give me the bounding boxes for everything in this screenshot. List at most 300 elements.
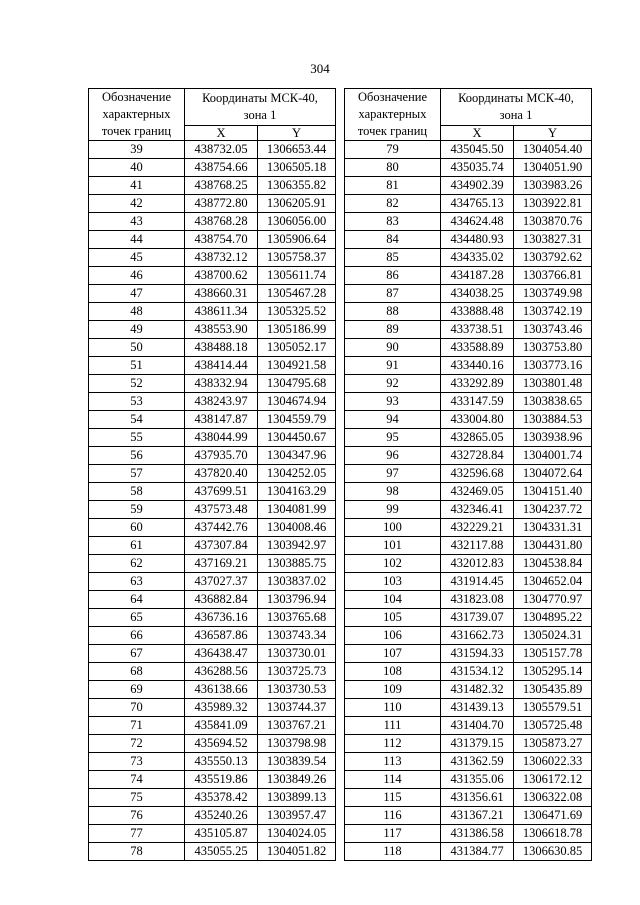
point-number-cell: 61 <box>89 537 185 555</box>
x-coordinate-cell: 431594.33 <box>441 645 514 663</box>
table-row <box>345 141 592 159</box>
point-number-cell: 59 <box>89 501 185 519</box>
x-coordinate-cell: 432229.21 <box>441 519 514 537</box>
x-coordinate-cell: 431534.12 <box>441 663 514 681</box>
y-coordinate-cell: 1306355.82 <box>258 177 336 195</box>
table-row <box>89 195 336 213</box>
x-coordinate-cell: 435378.42 <box>185 789 258 807</box>
table-row <box>89 447 336 465</box>
x-coordinate-cell: 434038.25 <box>441 285 514 303</box>
point-number-cell: 71 <box>89 717 185 735</box>
table-row <box>345 771 592 789</box>
x-coordinate-cell: 438414.44 <box>185 357 258 375</box>
point-number-cell: 42 <box>89 195 185 213</box>
table-row <box>89 825 336 843</box>
designation-header-line: характерных <box>358 107 427 121</box>
y-coordinate-cell: 1305758.37 <box>258 249 336 267</box>
point-number-cell: 51 <box>89 357 185 375</box>
x-coordinate-cell: 437573.48 <box>185 501 258 519</box>
y-coordinate-cell: 1305157.78 <box>514 645 592 663</box>
x-coordinate-cell: 436438.47 <box>185 645 258 663</box>
y-coordinate-cell: 1303767.21 <box>258 717 336 735</box>
x-coordinate-cell: 438243.97 <box>185 393 258 411</box>
table-row <box>89 177 336 195</box>
table-row <box>89 285 336 303</box>
point-number-cell: 73 <box>89 753 185 771</box>
x-coordinate-cell: 431367.21 <box>441 807 514 825</box>
y-coordinate-cell: 1304652.04 <box>514 573 592 591</box>
y-coordinate-cell: 1305579.51 <box>514 699 592 717</box>
table-row <box>89 771 336 789</box>
point-number-cell: 77 <box>89 825 185 843</box>
point-number-cell: 45 <box>89 249 185 267</box>
point-number-cell: 84 <box>345 231 441 249</box>
point-number-cell: 64 <box>89 591 185 609</box>
table-row <box>345 393 592 411</box>
point-number-cell: 53 <box>89 393 185 411</box>
x-coordinate-cell: 431739.07 <box>441 609 514 627</box>
y-coordinate-cell: 1303957.47 <box>258 807 336 825</box>
x-coordinate-cell: 431404.70 <box>441 717 514 735</box>
x-coordinate-cell: 438754.70 <box>185 231 258 249</box>
x-coordinate-cell: 435519.86 <box>185 771 258 789</box>
x-coordinate-cell: 432012.83 <box>441 555 514 573</box>
y-coordinate-cell: 1303922.81 <box>514 195 592 213</box>
x-coordinate-cell: 437935.70 <box>185 447 258 465</box>
point-number-cell: 95 <box>345 429 441 447</box>
table-row <box>345 159 592 177</box>
table-row <box>89 231 336 249</box>
x-column-header: X <box>185 126 258 141</box>
table-row <box>345 375 592 393</box>
y-coordinate-cell: 1303983.26 <box>514 177 592 195</box>
table-row <box>345 825 592 843</box>
table-body-right <box>345 141 592 861</box>
y-coordinate-cell: 1305611.74 <box>258 267 336 285</box>
table-row <box>89 159 336 177</box>
y-coordinate-cell: 1303743.46 <box>514 321 592 339</box>
table-row <box>89 519 336 537</box>
y-coordinate-cell: 1304054.40 <box>514 141 592 159</box>
point-number-cell: 43 <box>89 213 185 231</box>
y-coordinate-cell: 1303765.68 <box>258 609 336 627</box>
x-coordinate-cell: 435550.13 <box>185 753 258 771</box>
table-row <box>89 339 336 357</box>
point-number-cell: 70 <box>89 699 185 717</box>
x-coordinate-cell: 434480.93 <box>441 231 514 249</box>
designation-header <box>89 89 185 141</box>
x-coordinate-cell: 438660.31 <box>185 285 258 303</box>
table-row <box>345 753 592 771</box>
point-number-cell: 113 <box>345 753 441 771</box>
y-coordinate-cell: 1304051.82 <box>258 843 336 861</box>
y-coordinate-cell: 1305024.31 <box>514 627 592 645</box>
x-coordinate-cell: 432865.05 <box>441 429 514 447</box>
table-row <box>345 699 592 717</box>
point-number-cell: 117 <box>345 825 441 843</box>
x-coordinate-cell: 436736.16 <box>185 609 258 627</box>
y-coordinate-cell: 1305435.89 <box>514 681 592 699</box>
table-row <box>345 267 592 285</box>
x-coordinate-cell: 431662.73 <box>441 627 514 645</box>
point-number-cell: 102 <box>345 555 441 573</box>
x-coordinate-cell: 438700.62 <box>185 267 258 285</box>
x-coordinate-cell: 438732.12 <box>185 249 258 267</box>
point-number-cell: 107 <box>345 645 441 663</box>
x-coordinate-cell: 433440.16 <box>441 357 514 375</box>
point-number-cell: 63 <box>89 573 185 591</box>
point-number-cell: 88 <box>345 303 441 321</box>
point-number-cell: 56 <box>89 447 185 465</box>
table-row <box>89 267 336 285</box>
table-row <box>345 411 592 429</box>
x-coordinate-cell: 438553.90 <box>185 321 258 339</box>
x-coordinate-cell: 431386.58 <box>441 825 514 843</box>
table-row <box>345 717 592 735</box>
table-row <box>89 717 336 735</box>
y-coordinate-cell: 1304559.79 <box>258 411 336 429</box>
point-number-cell: 46 <box>89 267 185 285</box>
point-number-cell: 68 <box>89 663 185 681</box>
x-coordinate-cell: 438488.18 <box>185 339 258 357</box>
y-coordinate-cell: 1303749.98 <box>514 285 592 303</box>
point-number-cell: 67 <box>89 645 185 663</box>
table-row <box>89 753 336 771</box>
y-coordinate-cell: 1305873.27 <box>514 735 592 753</box>
table-row <box>345 645 592 663</box>
x-coordinate-cell: 436138.66 <box>185 681 258 699</box>
point-number-cell: 110 <box>345 699 441 717</box>
x-coordinate-cell: 438611.34 <box>185 303 258 321</box>
y-coordinate-cell: 1305295.14 <box>514 663 592 681</box>
table-row <box>345 609 592 627</box>
y-coordinate-cell: 1304252.05 <box>258 465 336 483</box>
y-coordinate-cell: 1303744.37 <box>258 699 336 717</box>
point-number-cell: 94 <box>345 411 441 429</box>
point-number-cell: 79 <box>345 141 441 159</box>
table-row <box>345 195 592 213</box>
x-coordinate-cell: 432469.05 <box>441 483 514 501</box>
table-row <box>89 681 336 699</box>
table-row <box>89 789 336 807</box>
table-row <box>89 393 336 411</box>
point-number-cell: 92 <box>345 375 441 393</box>
x-coordinate-cell: 438044.99 <box>185 429 258 447</box>
y-coordinate-cell: 1306471.69 <box>514 807 592 825</box>
table-row <box>89 645 336 663</box>
x-coordinate-cell: 431362.59 <box>441 753 514 771</box>
y-coordinate-cell: 1303798.98 <box>258 735 336 753</box>
y-coordinate-cell: 1305467.28 <box>258 285 336 303</box>
point-number-cell: 80 <box>345 159 441 177</box>
y-coordinate-cell: 1304001.74 <box>514 447 592 465</box>
table-row <box>89 411 336 429</box>
table-row <box>89 357 336 375</box>
designation-header-line: точек границ <box>101 124 172 138</box>
x-coordinate-cell: 437307.84 <box>185 537 258 555</box>
table-row <box>345 177 592 195</box>
point-number-cell: 85 <box>345 249 441 267</box>
x-coordinate-cell: 437820.40 <box>185 465 258 483</box>
x-coordinate-cell: 434187.28 <box>441 267 514 285</box>
x-coordinate-cell: 436882.84 <box>185 591 258 609</box>
table-row <box>345 591 592 609</box>
point-number-cell: 66 <box>89 627 185 645</box>
table-row <box>345 285 592 303</box>
point-number-cell: 74 <box>89 771 185 789</box>
y-coordinate-cell: 1303730.53 <box>258 681 336 699</box>
x-coordinate-cell: 432596.68 <box>441 465 514 483</box>
table-row <box>345 447 592 465</box>
table-row <box>89 573 336 591</box>
point-number-cell: 49 <box>89 321 185 339</box>
table-row <box>345 843 592 861</box>
y-coordinate-cell: 1306172.12 <box>514 771 592 789</box>
y-coordinate-cell: 1306505.18 <box>258 159 336 177</box>
y-coordinate-cell: 1303870.76 <box>514 213 592 231</box>
point-number-cell: 104 <box>345 591 441 609</box>
y-coordinate-cell: 1304008.46 <box>258 519 336 537</box>
table-row <box>89 537 336 555</box>
point-number-cell: 98 <box>345 483 441 501</box>
point-number-cell: 65 <box>89 609 185 627</box>
point-number-cell: 52 <box>89 375 185 393</box>
point-number-cell: 81 <box>345 177 441 195</box>
x-coordinate-cell: 431384.77 <box>441 843 514 861</box>
point-number-cell: 109 <box>345 681 441 699</box>
point-number-cell: 101 <box>345 537 441 555</box>
x-coordinate-cell: 431914.45 <box>441 573 514 591</box>
y-coordinate-cell: 1306618.78 <box>514 825 592 843</box>
y-coordinate-cell: 1303885.75 <box>258 555 336 573</box>
table-row <box>89 501 336 519</box>
point-number-cell: 58 <box>89 483 185 501</box>
x-coordinate-cell: 433004.80 <box>441 411 514 429</box>
table-row <box>345 231 592 249</box>
table-row <box>89 375 336 393</box>
table-row <box>345 483 592 501</box>
x-coordinate-cell: 431355.06 <box>441 771 514 789</box>
point-number-cell: 100 <box>345 519 441 537</box>
table-row <box>345 465 592 483</box>
y-coordinate-cell: 1304072.64 <box>514 465 592 483</box>
x-coordinate-cell: 433888.48 <box>441 303 514 321</box>
x-coordinate-cell: 437027.37 <box>185 573 258 591</box>
y-coordinate-cell: 1303801.48 <box>514 375 592 393</box>
y-coordinate-cell: 1304450.67 <box>258 429 336 447</box>
y-coordinate-cell: 1305186.99 <box>258 321 336 339</box>
table-row <box>89 555 336 573</box>
y-coordinate-cell: 1303942.97 <box>258 537 336 555</box>
y-column-header: Y <box>514 126 592 141</box>
point-number-cell: 57 <box>89 465 185 483</box>
point-number-cell: 86 <box>345 267 441 285</box>
point-number-cell: 54 <box>89 411 185 429</box>
x-coordinate-cell: 436587.86 <box>185 627 258 645</box>
y-coordinate-cell: 1303773.16 <box>514 357 592 375</box>
point-number-cell: 93 <box>345 393 441 411</box>
point-number-cell: 106 <box>345 627 441 645</box>
y-coordinate-cell: 1303849.26 <box>258 771 336 789</box>
table-row <box>89 429 336 447</box>
point-number-cell: 72 <box>89 735 185 753</box>
point-number-cell: 105 <box>345 609 441 627</box>
y-coordinate-cell: 1303796.94 <box>258 591 336 609</box>
x-coordinate-cell: 438147.87 <box>185 411 258 429</box>
table-row <box>345 573 592 591</box>
y-coordinate-cell: 1304431.80 <box>514 537 592 555</box>
table-row <box>345 807 592 825</box>
table-row <box>89 699 336 717</box>
table-row <box>89 213 336 231</box>
coordinates-header-line: зона 1 <box>243 108 277 122</box>
x-coordinate-cell: 434624.48 <box>441 213 514 231</box>
table-row <box>345 501 592 519</box>
y-coordinate-cell: 1304795.68 <box>258 375 336 393</box>
table-row <box>345 303 592 321</box>
x-coordinate-cell: 435841.09 <box>185 717 258 735</box>
y-coordinate-cell: 1303742.19 <box>514 303 592 321</box>
x-coordinate-cell: 433738.51 <box>441 321 514 339</box>
point-number-cell: 76 <box>89 807 185 825</box>
x-coordinate-cell: 435694.52 <box>185 735 258 753</box>
y-coordinate-cell: 1303827.31 <box>514 231 592 249</box>
table-row <box>345 429 592 447</box>
point-number-cell: 97 <box>345 465 441 483</box>
y-coordinate-cell: 1303884.53 <box>514 411 592 429</box>
y-coordinate-cell: 1305052.17 <box>258 339 336 357</box>
point-number-cell: 90 <box>345 339 441 357</box>
page-number: 304 <box>310 61 330 76</box>
point-number-cell: 39 <box>89 141 185 159</box>
x-coordinate-cell: 435045.50 <box>441 141 514 159</box>
table-row <box>89 483 336 501</box>
point-number-cell: 115 <box>345 789 441 807</box>
table-row <box>89 303 336 321</box>
table-body-left <box>89 141 336 861</box>
designation-header-line: точек границ <box>357 124 428 138</box>
point-number-cell: 55 <box>89 429 185 447</box>
y-coordinate-cell: 1304895.22 <box>514 609 592 627</box>
x-coordinate-cell: 431482.32 <box>441 681 514 699</box>
x-coordinate-cell: 431439.13 <box>441 699 514 717</box>
point-number-cell: 89 <box>345 321 441 339</box>
x-coordinate-cell: 438768.25 <box>185 177 258 195</box>
point-number-cell: 83 <box>345 213 441 231</box>
y-coordinate-cell: 1305906.64 <box>258 231 336 249</box>
table-row <box>345 663 592 681</box>
coordinates-header <box>441 89 592 126</box>
point-number-cell: 103 <box>345 573 441 591</box>
coordinates-header-line: Координаты МСК-40, <box>202 91 318 105</box>
table-row <box>345 537 592 555</box>
y-coordinate-cell: 1303938.96 <box>514 429 592 447</box>
y-coordinate-cell: 1305325.52 <box>258 303 336 321</box>
table-row <box>345 555 592 573</box>
y-coordinate-cell: 1303837.02 <box>258 573 336 591</box>
x-coordinate-cell: 434902.39 <box>441 177 514 195</box>
y-coordinate-cell: 1303839.54 <box>258 753 336 771</box>
x-coordinate-cell: 433292.89 <box>441 375 514 393</box>
coordinates-header <box>185 89 336 126</box>
y-coordinate-cell: 1304331.31 <box>514 519 592 537</box>
x-coordinate-cell: 433147.59 <box>441 393 514 411</box>
point-number-cell: 41 <box>89 177 185 195</box>
x-coordinate-cell: 438732.05 <box>185 141 258 159</box>
y-coordinate-cell: 1304237.72 <box>514 501 592 519</box>
table-row <box>89 591 336 609</box>
y-coordinate-cell: 1303792.62 <box>514 249 592 267</box>
table-row <box>89 465 336 483</box>
table-row <box>345 735 592 753</box>
table-row <box>89 735 336 753</box>
table-row <box>345 789 592 807</box>
y-coordinate-cell: 1303838.65 <box>514 393 592 411</box>
point-number-cell: 87 <box>345 285 441 303</box>
x-coordinate-cell: 435035.74 <box>441 159 514 177</box>
table-row <box>89 609 336 627</box>
designation-header-line: Обозначение <box>357 90 428 104</box>
point-number-cell: 78 <box>89 843 185 861</box>
x-coordinate-cell: 438754.66 <box>185 159 258 177</box>
y-coordinate-cell: 1306630.85 <box>514 843 592 861</box>
table-row <box>89 249 336 267</box>
table-row <box>345 249 592 267</box>
point-number-cell: 112 <box>345 735 441 753</box>
point-number-cell: 82 <box>345 195 441 213</box>
x-coordinate-cell: 436288.56 <box>185 663 258 681</box>
table-row <box>345 627 592 645</box>
y-coordinate-cell: 1306056.00 <box>258 213 336 231</box>
y-coordinate-cell: 1306653.44 <box>258 141 336 159</box>
point-number-cell: 91 <box>345 357 441 375</box>
x-coordinate-cell: 434765.13 <box>441 195 514 213</box>
y-coordinate-cell: 1304081.99 <box>258 501 336 519</box>
y-coordinate-cell: 1304347.96 <box>258 447 336 465</box>
table-row <box>89 807 336 825</box>
coordinates-table-right <box>344 88 592 861</box>
y-coordinate-cell: 1304921.58 <box>258 357 336 375</box>
table-row <box>89 321 336 339</box>
designation-header <box>345 89 441 141</box>
table-row <box>345 357 592 375</box>
x-column-header: X <box>441 126 514 141</box>
y-coordinate-cell: 1303725.73 <box>258 663 336 681</box>
y-coordinate-cell: 1306322.08 <box>514 789 592 807</box>
y-coordinate-cell: 1304151.40 <box>514 483 592 501</box>
y-coordinate-cell: 1304163.29 <box>258 483 336 501</box>
x-coordinate-cell: 437699.51 <box>185 483 258 501</box>
point-number-cell: 40 <box>89 159 185 177</box>
table-row <box>89 663 336 681</box>
point-number-cell: 47 <box>89 285 185 303</box>
x-coordinate-cell: 435055.25 <box>185 843 258 861</box>
x-coordinate-cell: 435240.26 <box>185 807 258 825</box>
point-number-cell: 48 <box>89 303 185 321</box>
point-number-cell: 69 <box>89 681 185 699</box>
y-coordinate-cell: 1306022.33 <box>514 753 592 771</box>
table-row <box>345 519 592 537</box>
x-coordinate-cell: 438332.94 <box>185 375 258 393</box>
y-coordinate-cell: 1303743.34 <box>258 627 336 645</box>
y-coordinate-cell: 1304538.84 <box>514 555 592 573</box>
y-coordinate-cell: 1304024.05 <box>258 825 336 843</box>
y-coordinate-cell: 1304051.90 <box>514 159 592 177</box>
x-coordinate-cell: 435105.87 <box>185 825 258 843</box>
point-number-cell: 44 <box>89 231 185 249</box>
x-coordinate-cell: 435989.32 <box>185 699 258 717</box>
y-coordinate-cell: 1303899.13 <box>258 789 336 807</box>
